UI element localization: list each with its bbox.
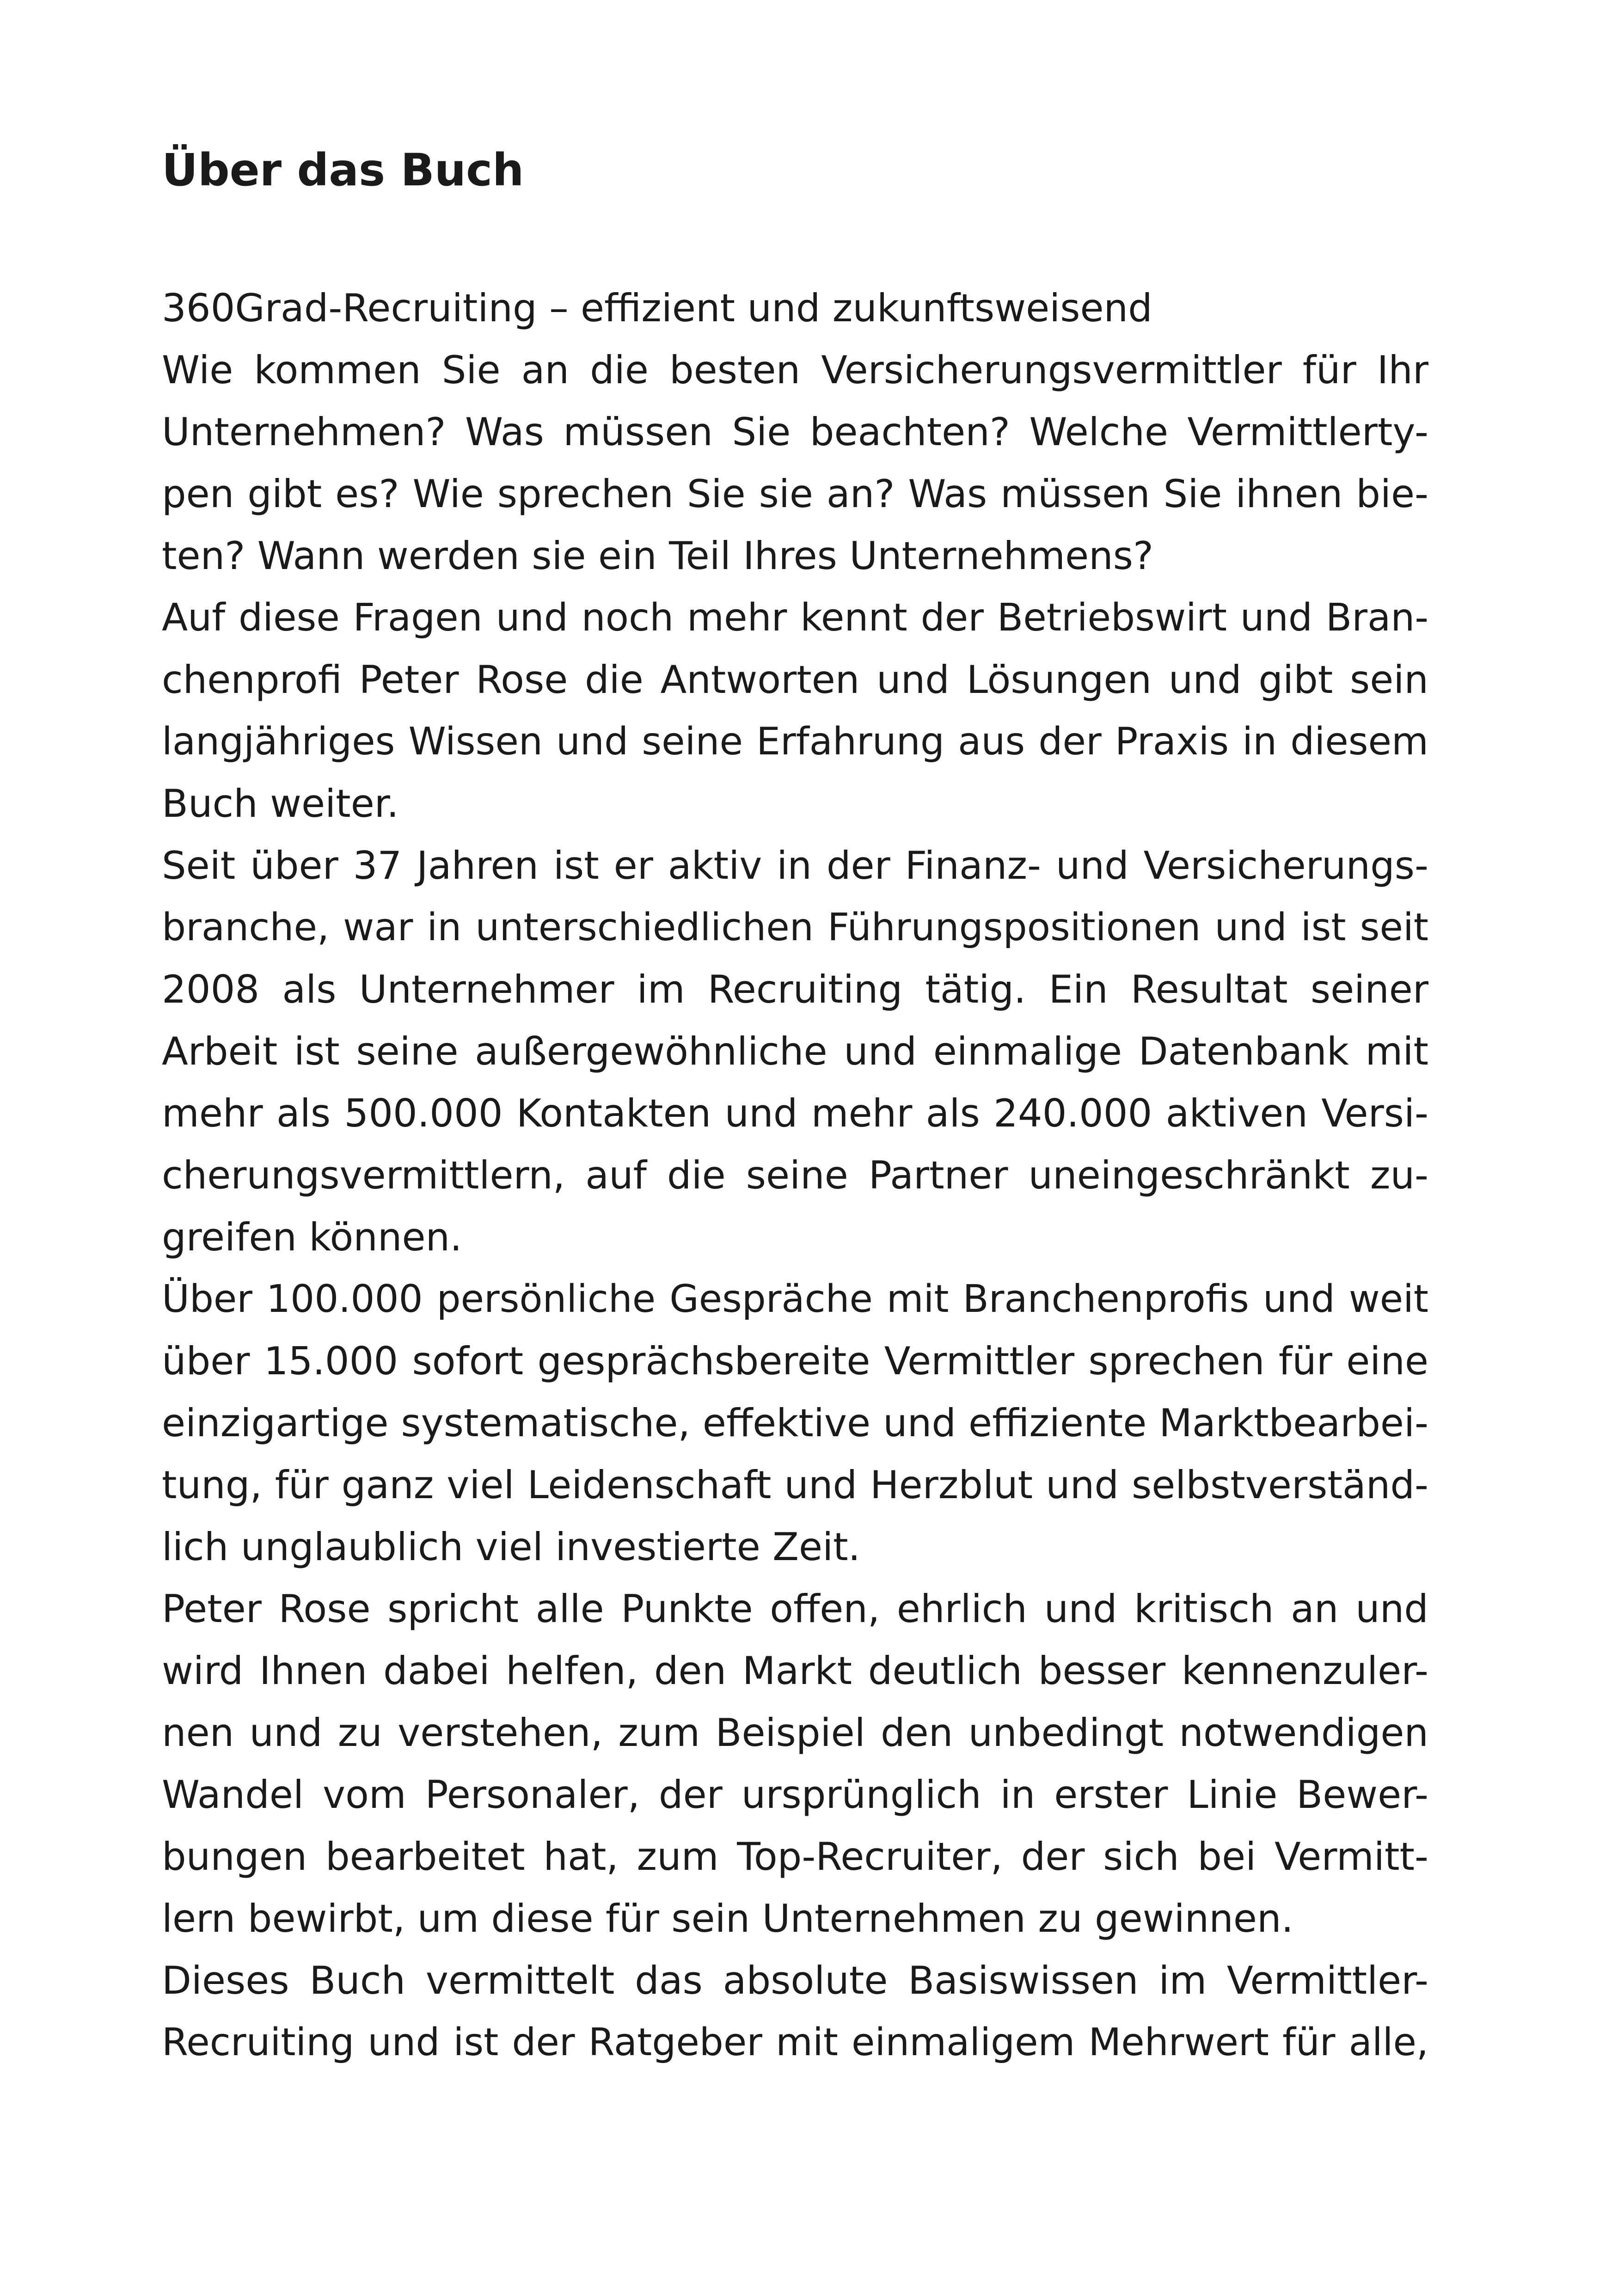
text-line: Über 100.000 persönliche Gespräche mit Branchenprofis und weit [162,1277,1428,1321]
text-line: Unternehmen? Was müssen Sie beachten? Welche Vermittlerty- [162,410,1428,454]
text-line: mehr als 500.000 Kontakten und mehr als 240.000 aktiven Versi- [162,1091,1428,1136]
text-line: Arbeit ist seine außergewöhnliche und einmalige Datenbank mit [162,1029,1428,1074]
text-line: langjähriges Wissen und seine Erfahrung aus der Praxis in diesem [162,720,1428,764]
text-line: Buch weiter. [162,781,399,826]
text-line: über 15.000 sofort gesprächsbereite Vermittler sprechen für eine [162,1339,1428,1384]
text-line: chenprofi Peter Rose die Antworten und Lösungen und gibt sein [162,657,1428,702]
text-line: einzigartige systematische, effektive und effiziente Marktbearbei- [162,1401,1428,1445]
text-line: pen gibt es? Wie sprechen Sie sie an? Was müssen Sie ihnen bie- [162,471,1428,516]
text-line: wird Ihnen dabei helfen, den Markt deutlich besser kennenzuler- [162,1648,1428,1693]
text-line: lich unglaublich viel investierte Zeit. [162,1525,861,1569]
text-line: Seit über 37 Jahren ist er aktiv in der Finanz- und Versicherungs- [162,843,1428,888]
text-line: ten? Wann werden sie ein Teil Ihres Unternehmens? [162,533,1154,578]
text-line: Dieses Buch vermittelt das absolute Basiswissen im Vermittler- [162,1958,1428,2003]
text-line: Wandel vom Personaler, der ursprünglich in erster Linie Bewer- [162,1772,1428,1817]
text-line: 2008 als Unternehmer im Recruiting tätig. Ein Resultat seiner [162,967,1428,1012]
page-heading: Über das Buch [162,144,524,196]
text-line: nen und zu verstehen, zum Beispiel den unbedingt notwendigen [162,1710,1428,1755]
text-line: Peter Rose spricht alle Punkte offen, ehrlich und kritisch an und [162,1586,1428,1631]
text-line: 360Grad-Recruiting – effizient und zukunftsweisend [162,286,1152,331]
text-line: Wie kommen Sie an die besten Versicherungsvermittler für Ihr [162,348,1428,392]
text-line: bungen bearbeitet hat, zum Top-Recruiter, der sich bei Vermitt- [162,1834,1428,1879]
text-line: Auf diese Fragen und noch mehr kennt der Betriebswirt und Bran- [162,596,1428,640]
text-line: branche, war in unterschiedlichen Führungspositionen und ist seit [162,906,1428,949]
text-line: tung, für ganz viel Leidenschaft und Herzblut und selbstverständ- [162,1463,1428,1507]
text-line: Recruiting und ist der Ratgeber mit einmaligem Mehrwert für alle, [162,2020,1428,2064]
text-line: cherungsvermittlern, auf die seine Partner uneingeschränkt zu- [162,1153,1428,1198]
text-line: greifen können. [162,1215,462,1260]
body-text [162,277,1428,2074]
text-line: lern bewirbt, um diese für sein Unternehmen zu gewinnen. [162,1896,1293,1941]
